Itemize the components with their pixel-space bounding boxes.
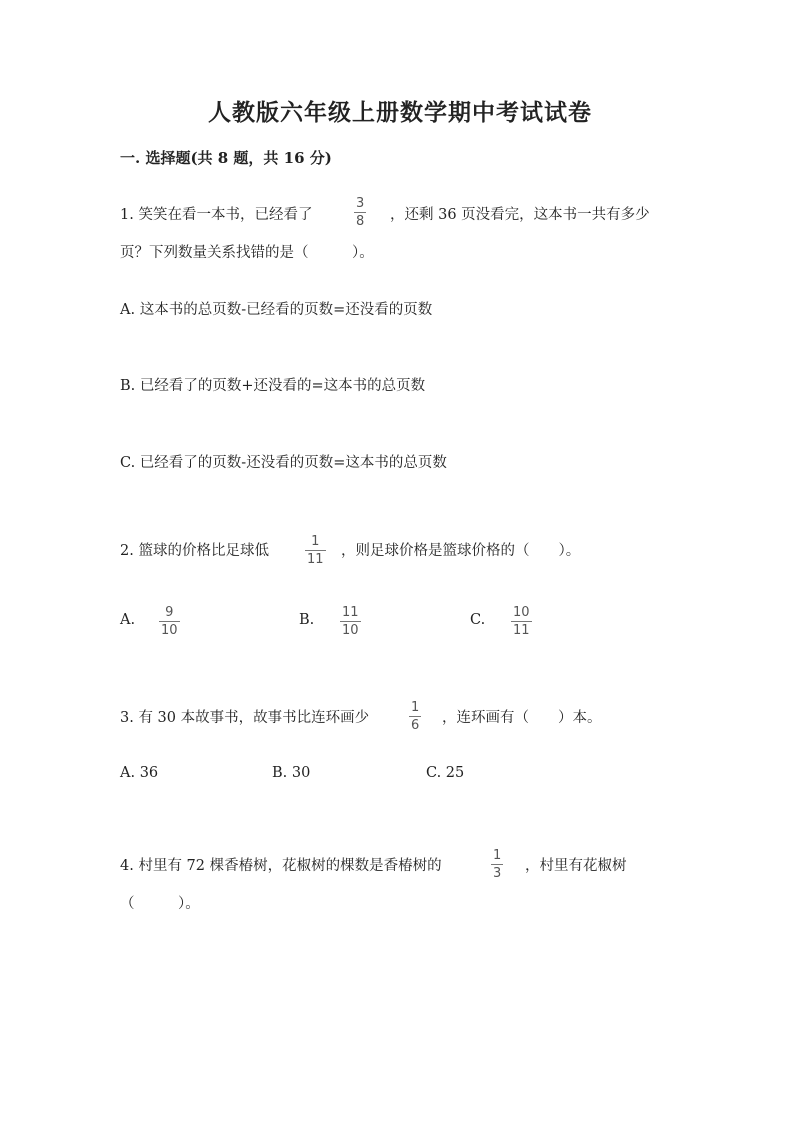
q2-text-part2: ，则足球价格是篮球价格的（ ）。: [341, 543, 581, 559]
q1-fraction-numerator: 3: [356, 196, 365, 211]
q2-option-c-denominator: 11: [513, 623, 530, 638]
q4-fraction-numerator: 1: [493, 848, 502, 863]
q2-fraction-numerator: 1: [311, 534, 320, 549]
q2-option-a-denominator: 10: [161, 623, 178, 638]
q1-text-part3: 页？下列数量关系找错的是（ ）。: [120, 245, 374, 261]
q4-fraction: [491, 849, 503, 880]
q2-option-a-fraction: [159, 606, 180, 637]
q2-option-c-numerator: 10: [513, 605, 530, 620]
q2-option-b-numerator: 11: [342, 605, 359, 620]
q2-text-part1: 2. 篮球的价格比足球低: [120, 543, 269, 559]
q1-option-a[interactable]: A. 这本书的总页数-已经看的页数=还没看的页数: [120, 302, 433, 318]
q2-option-b-label: B.: [299, 612, 315, 628]
q1-option-c[interactable]: C. 已经看了的页数-还没看的页数=这本书的总页数: [120, 455, 447, 471]
q1-text-part2: ，还剩 36 页没看完，这本书一共有多少: [390, 207, 650, 223]
q3-option-a[interactable]: A. 36: [120, 765, 159, 781]
q2-option-c-fraction: [511, 606, 532, 637]
q3-fraction-numerator: 1: [411, 700, 420, 715]
q4-fraction-denominator: 3: [493, 866, 502, 881]
q3-fraction-denominator: 6: [411, 718, 420, 733]
q3-text-part1: 3. 有 30 本故事书，故事书比连环画少: [120, 710, 370, 726]
q1-text-part1: 1. 笑笑在看一本书，已经看了: [120, 207, 313, 223]
q2-option-b-denominator: 10: [342, 623, 359, 638]
q3-text-part2: ，连环画有（ ）本。: [442, 710, 602, 726]
q2-option-a-numerator: 9: [165, 605, 174, 620]
q1-fraction: [354, 197, 366, 228]
q2-fraction: [305, 535, 326, 566]
q2-option-c-label: C.: [470, 612, 486, 628]
q4-text-part1: 4. 村里有 72 棵香椿树，花椒树的棵数是香椿树的: [120, 858, 442, 874]
q2-fraction-denominator: 11: [307, 552, 324, 567]
q1-option-b[interactable]: B. 已经看了的页数+还没看的=这本书的总页数: [120, 378, 426, 394]
q3-option-c[interactable]: C. 25: [426, 765, 465, 781]
q1-fraction-denominator: 8: [356, 214, 365, 229]
q3-option-b[interactable]: B. 30: [272, 765, 311, 781]
section-heading: 一. 选择题(共 8 题，共 16 分): [120, 149, 332, 167]
q4-text-part3: （ ）。: [120, 896, 200, 912]
q4-text-part2: ，村里有花椒树: [525, 858, 627, 874]
q2-option-b-fraction: [340, 606, 361, 637]
q2-option-a-label: A.: [120, 612, 136, 628]
q3-fraction: [409, 701, 421, 732]
page-title: 人教版六年级上册数学期中考试试卷: [208, 99, 592, 126]
